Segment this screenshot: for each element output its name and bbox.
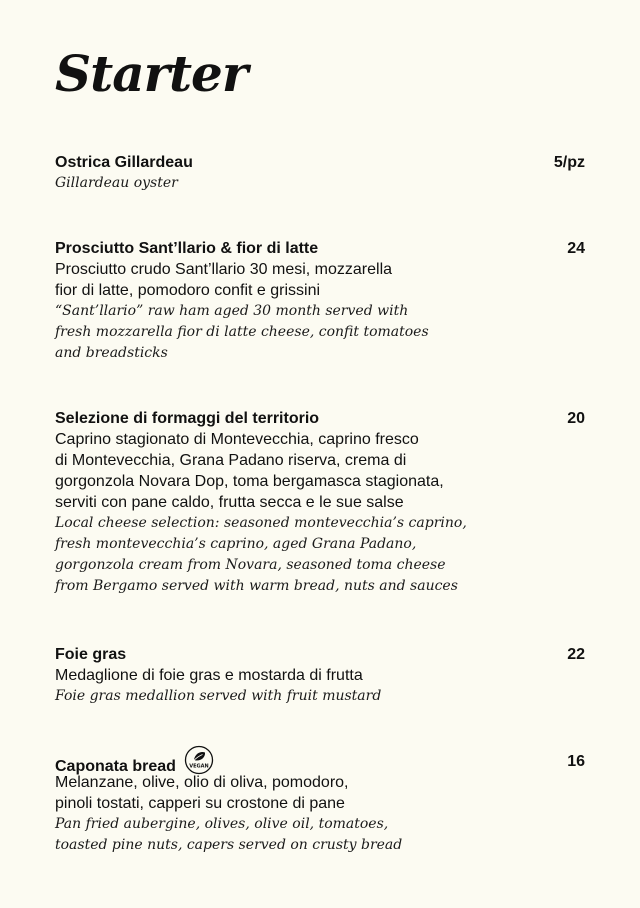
item-description-en: fresh montevecchia’s caprino, aged Grana Padano,	[55, 536, 417, 552]
item-description-en: Local cheese selection: seasoned montevecchia’s caprino,	[55, 515, 467, 531]
vegan-leaf-icon	[184, 745, 214, 775]
item-name-row	[55, 751, 214, 781]
item-description-it: serviti con pane caldo, frutta secca e le sue salse	[55, 494, 404, 511]
item-description-en: Gillardeau oyster	[55, 175, 178, 191]
item-description-en: Pan fried aubergine, olives, olive oil, tomatoes,	[55, 816, 389, 832]
item-price: 24	[567, 240, 585, 257]
item-description-it: Melanzane, olive, olio di oliva, pomodoro,	[55, 774, 349, 791]
item-description-it: pinoli tostati, capperi su crostone di pane	[55, 795, 345, 812]
item-description-it: fior di latte, pomodoro confit e grissini	[55, 282, 321, 299]
vegan-badge-label: VEGAN	[189, 763, 209, 770]
item-name: Selezione di formaggi del territorio	[55, 410, 320, 427]
item-description-it: Medaglione di foie gras e mostarda di frutta	[55, 667, 363, 684]
menu-item	[55, 238, 585, 364]
item-price: 16	[567, 753, 585, 770]
item-name: Ostrica Gillardeau	[55, 154, 193, 171]
item-description-en: “Sant’llario” raw ham aged 30 month served with	[55, 303, 409, 319]
item-description-it: Prosciutto crudo Sant’llario 30 mesi, mozzarella	[55, 261, 393, 278]
item-description-it: di Montevecchia, Grana Padano riserva, crema di	[55, 452, 407, 469]
item-description-en: fresh mozzarella fior di latte cheese, confit tomatoes	[55, 324, 429, 340]
item-price: 22	[567, 646, 585, 663]
item-description-it: gorgonzola Novara Dop, toma bergamasca stagionata,	[55, 473, 444, 490]
item-description-en: and breadsticks	[55, 345, 168, 361]
item-description-en: from Bergamo served with warm bread, nuts and sauces	[55, 578, 458, 594]
item-description-en: Foie gras medallion served with fruit mustard	[55, 688, 382, 704]
item-description-en: gorgonzola cream from Novara, seasoned toma cheese	[55, 557, 446, 573]
section-title: Starter	[55, 44, 248, 103]
item-name: Prosciutto Sant’llario & fior di latte	[55, 240, 319, 257]
item-price: 5/pz	[553, 154, 585, 171]
menu-item	[55, 751, 585, 856]
item-name: Caponata bread	[55, 757, 176, 775]
menu-item	[55, 152, 585, 194]
item-name: Foie gras	[55, 646, 127, 663]
menu-item	[55, 644, 585, 707]
item-price: 20	[567, 410, 585, 427]
item-description-en: toasted pine nuts, capers served on crusty bread	[55, 837, 403, 853]
item-description-it: Caprino stagionato di Montevecchia, caprino fresco	[55, 431, 419, 448]
menu-item	[55, 408, 585, 597]
